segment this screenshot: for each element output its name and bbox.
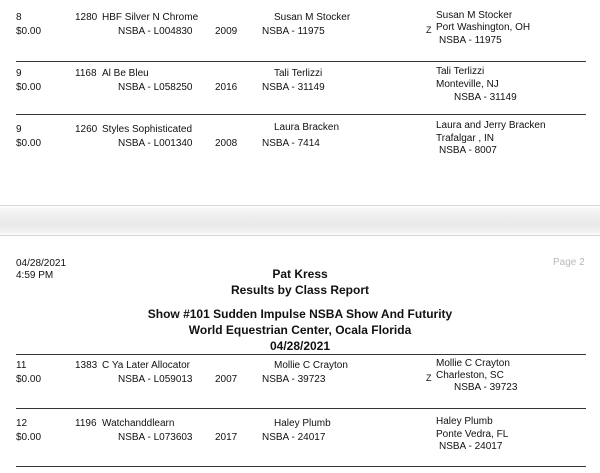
rider-registration: NSBA - 31149 <box>262 82 325 93</box>
rider-name: Haley Plumb <box>274 418 331 429</box>
owner-registration: NSBA - 24017 <box>439 441 503 452</box>
report-name: Pat Kress <box>272 267 328 281</box>
prize-money: $0.00 <box>16 26 42 37</box>
page-edge <box>0 235 600 236</box>
prize-money: $0.00 <box>16 374 42 385</box>
horse-name: C Ya Later Allocator <box>102 360 191 371</box>
owner-marker: Z <box>426 373 432 383</box>
horse-registration: NSBA - L073603 <box>118 432 193 443</box>
prize-money: $0.00 <box>16 432 42 443</box>
row-divider <box>16 408 586 409</box>
owner-city: Ponte Vedra, FL <box>436 429 509 440</box>
prize-money: $0.00 <box>16 82 42 93</box>
owner-city: Trafalgar , IN <box>436 133 494 144</box>
owner-city: Charleston, SC <box>436 370 504 381</box>
owner-registration: NSBA - 11975 <box>439 35 502 46</box>
place: 11 <box>16 360 27 371</box>
owner-name: Susan M Stocker <box>436 10 513 21</box>
page-number: Page 2 <box>553 257 585 268</box>
rider-registration: NSBA - 7414 <box>262 138 320 149</box>
report-time: 4:59 PM <box>16 270 54 281</box>
row-divider <box>16 61 586 62</box>
owner-city: Port Washington, OH <box>436 22 531 33</box>
entry-number: 1280 <box>75 12 98 23</box>
owner-marker: Z <box>426 25 432 35</box>
owner-name: Mollie C Crayton <box>436 358 510 369</box>
owner-registration: NSBA - 8007 <box>439 145 497 156</box>
entry-number: 1196 <box>75 418 97 429</box>
horse-year: 2016 <box>215 82 238 93</box>
report-title: Results by Class Report <box>230 283 370 297</box>
place: 8 <box>16 12 22 23</box>
rider-registration: NSBA - 11975 <box>262 26 325 37</box>
rider-name: Mollie C Crayton <box>274 360 348 371</box>
horse-year: 2009 <box>215 26 238 37</box>
horse-year: 2017 <box>215 432 238 443</box>
owner-registration: NSBA - 31149 <box>454 92 517 103</box>
place: 9 <box>16 124 22 135</box>
prize-money: $0.00 <box>16 138 42 149</box>
rider-name: Laura Bracken <box>274 122 340 133</box>
page-edge <box>0 205 600 206</box>
entry-number: 1383 <box>75 360 98 371</box>
rider-registration: NSBA - 24017 <box>262 432 326 443</box>
horse-registration: NSBA - L058250 <box>118 82 193 93</box>
horse-registration: NSBA - L004830 <box>118 26 193 37</box>
horse-registration: NSBA - L059013 <box>118 374 193 385</box>
header-divider <box>16 354 586 355</box>
horse-name: HBF Silver N Chrome <box>102 12 199 23</box>
show-venue: World Equestrian Center, Ocala Florida <box>188 323 412 337</box>
page-break <box>0 205 600 236</box>
horse-name: Al Be Bleu <box>102 68 149 79</box>
horse-name: Watchanddlearn <box>102 418 175 429</box>
show-date: 04/28/2021 <box>269 339 331 353</box>
row-divider <box>16 114 586 115</box>
entry-number: 1168 <box>75 68 97 79</box>
place: 9 <box>16 68 22 79</box>
row-divider <box>16 466 586 467</box>
report-date: 04/28/2021 <box>16 258 67 269</box>
rider-name: Tali Terlizzi <box>274 68 323 79</box>
owner-name: Haley Plumb <box>436 416 493 427</box>
owner-name: Tali Terlizzi <box>436 66 485 77</box>
horse-year: 2008 <box>215 138 238 149</box>
owner-name: Laura and Jerry Bracken <box>436 120 546 131</box>
place: 12 <box>16 418 28 429</box>
owner-registration: NSBA - 39723 <box>454 382 518 393</box>
horse-name: Styles Sophisticated <box>102 124 193 135</box>
horse-year: 2007 <box>215 374 238 385</box>
rider-name: Susan M Stocker <box>274 12 351 23</box>
rider-registration: NSBA - 39723 <box>262 374 326 385</box>
entry-number: 1260 <box>75 124 98 135</box>
owner-city: Monteville, NJ <box>436 79 499 90</box>
show-name: Show #101 Sudden Impulse NSBA Show And Futurity <box>147 307 453 321</box>
horse-registration: NSBA - L001340 <box>118 138 193 149</box>
